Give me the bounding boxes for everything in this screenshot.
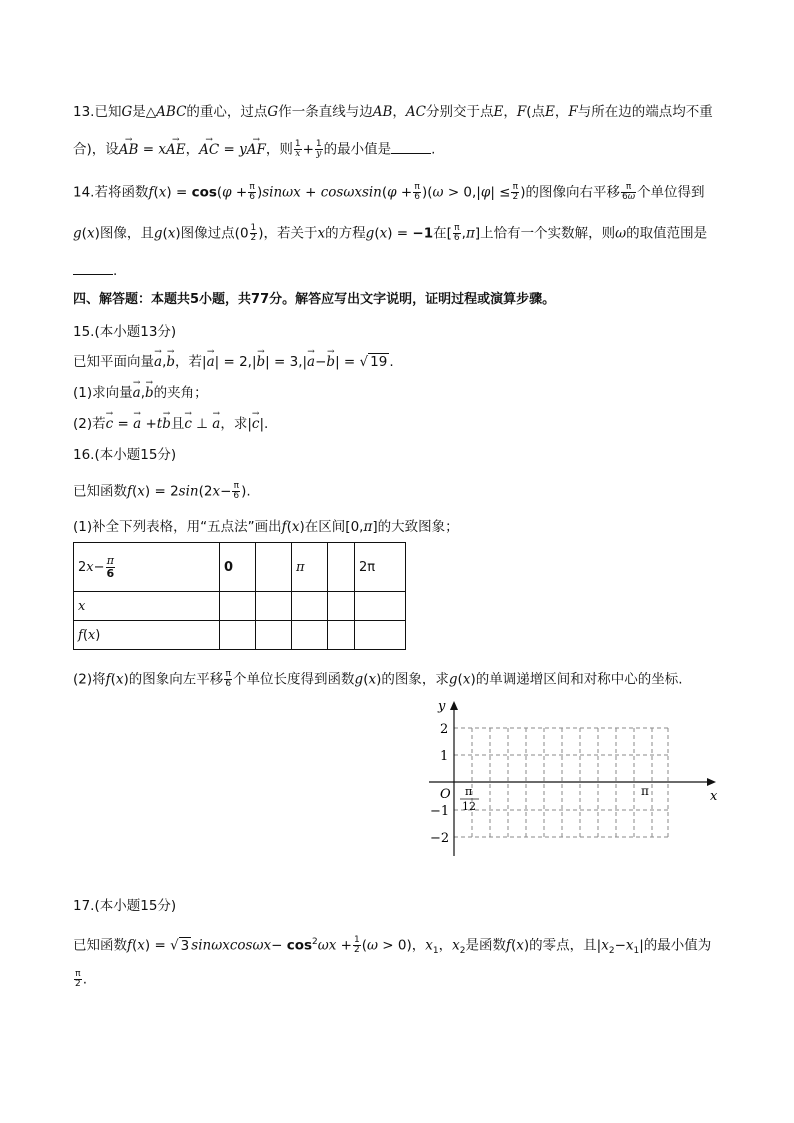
table-row	[74, 543, 406, 592]
y-tick-label: −2	[430, 831, 450, 846]
y-axis-label: y	[438, 699, 446, 714]
y-axis-arrow	[450, 701, 458, 710]
table-cell[interactable]	[256, 592, 292, 621]
table-cell[interactable]	[328, 592, 355, 621]
table-cell-label: x	[74, 592, 220, 621]
q14-line2: g(x)图像，且g(x)图像过点(0 $\frac{1}{2}$ )，若关于x的方程g(x) = −1在[ $\frac{\pi}{6}$ ,π]上恰有一个实数解，则ω的取值范围是	[73, 223, 708, 243]
q14-line1: 14.若将函数f(x) = cos(φ + $\frac{\pi}{6}$ )sinωx + cosωxsin(φ + $\frac{\pi}{6}$ )(ω > 0,|φ| ≤ $\frac{\pi}{2}$ )的图像向右平移 $\frac{\pi}{6\omega}$ 个单位得到	[73, 182, 705, 202]
svg-text:π: π	[465, 785, 473, 798]
coordinate-grid	[424, 696, 724, 862]
table-row	[74, 592, 406, 621]
table-cell[interactable]	[220, 592, 256, 621]
y-tick-label: 1	[440, 749, 449, 764]
q17-stem: 已知函数f(x) = √ 3 $\sin\omega xcos\omega x- \cos^2\omega x$ + $\frac{1}{2}$ (ω > 0)，$x_1$，$x_2$是函数f(x)的零点，且$|x_2-x_1|$的最小值为	[73, 935, 712, 957]
q14-line3: .	[73, 262, 117, 280]
y-tick-label: −1	[430, 804, 450, 819]
q15-header: 15.(本小题13分)	[73, 324, 177, 340]
q17-stem-end: $\frac{\pi}{2}$ .	[75, 969, 88, 989]
table-row	[74, 621, 406, 650]
y-tick-label: 2	[440, 722, 449, 737]
section4-heading: 四、解答题：本题共5小题，共77分。解答应写出文字说明，证明过程或演算步骤。	[73, 292, 556, 307]
table-cell: 0	[220, 543, 256, 592]
five-point-table	[73, 542, 406, 650]
x-tick-pi-over-12	[460, 785, 479, 813]
q15-stem: 已知平面向量→ a,→ b，若|→ a| = 2,|→ b| = 3,|→ a−→ b| = √ 19 .	[73, 353, 394, 371]
table-cell-header: 2x− $\frac{\pi}{6}$	[74, 543, 220, 592]
table-cell[interactable]	[328, 621, 355, 650]
q13-line2: 合)，设→ AB = x→ AE，→ AC = y→ AF，则 $\frac{1}{x}$ + $\frac{1}{y}$ 的最小值是 .	[73, 140, 435, 159]
q13-answer-blank[interactable]	[391, 141, 431, 154]
q13-line1-text: 13.已知G是△ABC的重心，过点G作一条直线与边AB，AC分别交于点E，F(点E，F与所在边的端点均不重	[73, 104, 713, 120]
q15-part2: (2)若→ c = → a +t→ b且→ c ⊥ → a，求|→ c|.	[73, 415, 268, 433]
table-cell[interactable]	[355, 621, 406, 650]
table-cell[interactable]	[292, 621, 328, 650]
x-axis-label: x	[710, 789, 718, 804]
table-cell-label: f(x)	[74, 621, 220, 650]
q16-part2: (2)将f(x)的图象向左平移 $\frac{\pi}{6}$ 个单位长度得到函数g(x)的图象，求g(x)的单调递增区间和对称中心的坐标.	[73, 669, 683, 689]
x-tick-label-pi: π	[641, 784, 649, 798]
q16-part1: (1)补全下列表格，用“五点法”画出f(x)在区间[0,π]的大致图象；	[73, 519, 459, 535]
q16-header: 16.(本小题15分)	[73, 447, 177, 463]
q17-header: 17.(本小题15分)	[73, 898, 177, 914]
q16-stem: 已知函数f(x) = 2sin(2x− $\frac{\pi}{6}$ ).	[73, 481, 251, 501]
table-cell: π	[292, 543, 328, 592]
x-axis-arrow	[707, 778, 716, 786]
table-cell[interactable]	[220, 621, 256, 650]
svg-text:12: 12	[462, 800, 476, 813]
table-cell[interactable]	[256, 621, 292, 650]
table-cell[interactable]	[355, 592, 406, 621]
table-cell[interactable]	[292, 592, 328, 621]
q13-line1	[73, 103, 713, 121]
origin-label: O	[440, 787, 451, 802]
table-cell[interactable]	[328, 543, 355, 592]
q15-part1: (1)求向量→ a,→ b的夹角；	[73, 384, 208, 402]
q14-answer-blank[interactable]	[73, 262, 113, 275]
table-cell: 2π	[355, 543, 406, 592]
table-cell[interactable]	[256, 543, 292, 592]
